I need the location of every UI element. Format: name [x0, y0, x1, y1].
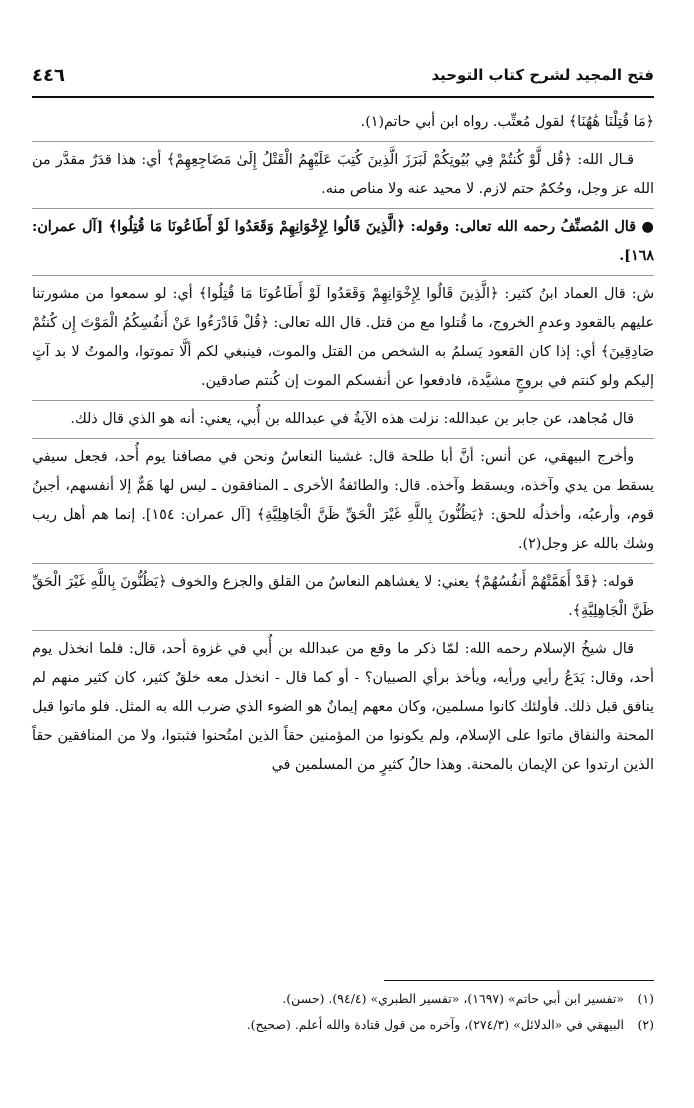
paragraph: قال مُجاهد، عن جابر بن عبدالله: نزلت هذه الآيةُ في عبدالله بن أُبي، يعني: أنه هو الذي قال ذلك. — [32, 400, 654, 438]
header-rule — [32, 96, 654, 98]
book-title: فتح المجيد لشرح كتاب التوحيد — [431, 66, 654, 84]
footnotes — [32, 986, 654, 1038]
paragraph: قال شيخُ الإسلام رحمه الله: لمّا ذكر ما وقع من عبدالله بن أُبي في غزوة أحد، قال: فلما انخذل يوم أحد، وقال: يَدَعُ رأيي ورأيه، ويأخذ برأي الصبيان؟ - أو كما قال - انخذل معه خلقٌ كثير، كان كثير منهم لم ينافق قبل ذلك. فأولئك كانوا مسلمين، وكان معهم إيمانٌ هو الضوء الذي ضرب الله به المثل. فلو ماتوا قبل المحنة والنفاق ماتوا على الإسلام، ولم يكونوا من المؤمنين حقاً الذين امتُحنوا فثبتوا، ولا من المنافقين حقاً الذين ارتدوا عن الإيمان بالمحنة. وهذا حالُ كثيرٍ من المسلمين في — [32, 630, 654, 784]
footnote-text: البيهقي في «الدلائل» (٢٧٤/٣)، وآخره من قول قتادة والله أعلم. (صحيح). — [246, 1017, 624, 1032]
page-number: ٤٤٦ — [32, 64, 65, 86]
footnote — [32, 1012, 654, 1038]
footnote — [32, 986, 654, 1012]
page-body — [32, 104, 654, 784]
author-statement: ● قال المُصنِّفُ رحمه الله تعالى: وقوله: ﴿الَّذِينَ قَالُوا لِإِخْوَانِهِمْ وَقَعَدُوا لَوْ أَطَاعُونَا مَا قُتِلُوا﴾ [آل عمران: ١٦٨]. — [32, 208, 654, 275]
paragraph: ش: قال العماد ابنُ كثير: ﴿الَّذِينَ قَالُوا لِإِخْوَانِهِمْ وَقَعَدُوا لَوْ أَطَاعُونَا مَا قُتِلُوا﴾ أي: لو سمعوا من مشورتنا عليهم بالقعود وعدمِ الخروج، ما قُتلوا مع من قتل. قال الله تعالى: ﴿قُلْ فَادْرَءُوا عَنْ أَنفُسِكُمُ الْمَوْتَ إِن كُنتُمْ صَادِقِينَ﴾ أي: إذا كان القعود يَسلمُ به الشخص من القتل والموت، فينبغي لكم ألَّا تموتوا، والموتُ لا بد آتٍ إليكم ولو كنتم في بروجٍ مشيَّدة، فادفعوا عن أنفسكم الموت إن كُنتم صادقين. — [32, 275, 654, 400]
paragraph: قـال الله: ﴿قُل لَّوْ كُنتُمْ فِي بُيُوتِكُمْ لَبَرَزَ الَّذِينَ كُتِبَ عَلَيْهِمُ الْقَتْلُ إِلَىٰ مَضَاجِعِهِمْ﴾ أي: هذا قدَرٌ مقدَّر من الله عز وجل، وحُكمٌ حتم لازم. لا محيد عنه ولا مناص منه. — [32, 141, 654, 208]
footnote-number: (١) — [637, 991, 654, 1006]
paragraph: وأخرج البيهقي، عن أنس: أنَّ أبا طلحة قال: غشينا النعاسُ ونحن في مصافنا يوم أُحد، فجعل سيفي يسقط من يدي وآخذه، ويسقط وآخذه. قال: والطائفةُ الأخرى ـ المنافقون ـ ليس لها هَمٌّ إلا أنفسهم، أجبنُ قوم، وأرعبُه، وأخذلُه للحق: ﴿يَظُنُّونَ بِاللَّهِ غَيْرَ الْحَقِّ ظَنَّ الْجَاهِلِيَّةِ﴾ [آل عمران: ١٥٤]. إنما هم أهل ريب وشك بالله عز وجل(٢). — [32, 438, 654, 563]
footnote-text: «تفسير ابن أبي حاتم» (١٦٩٧)، «تفسير الطبري» (٩٤/٤). (حسن). — [282, 991, 624, 1006]
paragraph: ﴿مَا قُتِلْنَا هَٰهُنَا﴾ لقول مُعتِّب. رواه ابن أبي حاتم(١). — [360, 114, 654, 130]
footnote-rule — [384, 980, 654, 981]
page-header — [32, 58, 654, 92]
footnote-number: (٢) — [637, 1017, 654, 1032]
paragraph: قوله: ﴿قَدْ أَهَمَّتْهُمْ أَنفُسُهُمْ﴾ يعني: لا يغشاهم النعاسُ من القلق والجزع والخوف ﴿يَظُنُّونَ بِاللَّهِ غَيْرَ الْحَقِّ ظَنَّ الْجَاهِلِيَّةِ﴾. — [32, 563, 654, 630]
